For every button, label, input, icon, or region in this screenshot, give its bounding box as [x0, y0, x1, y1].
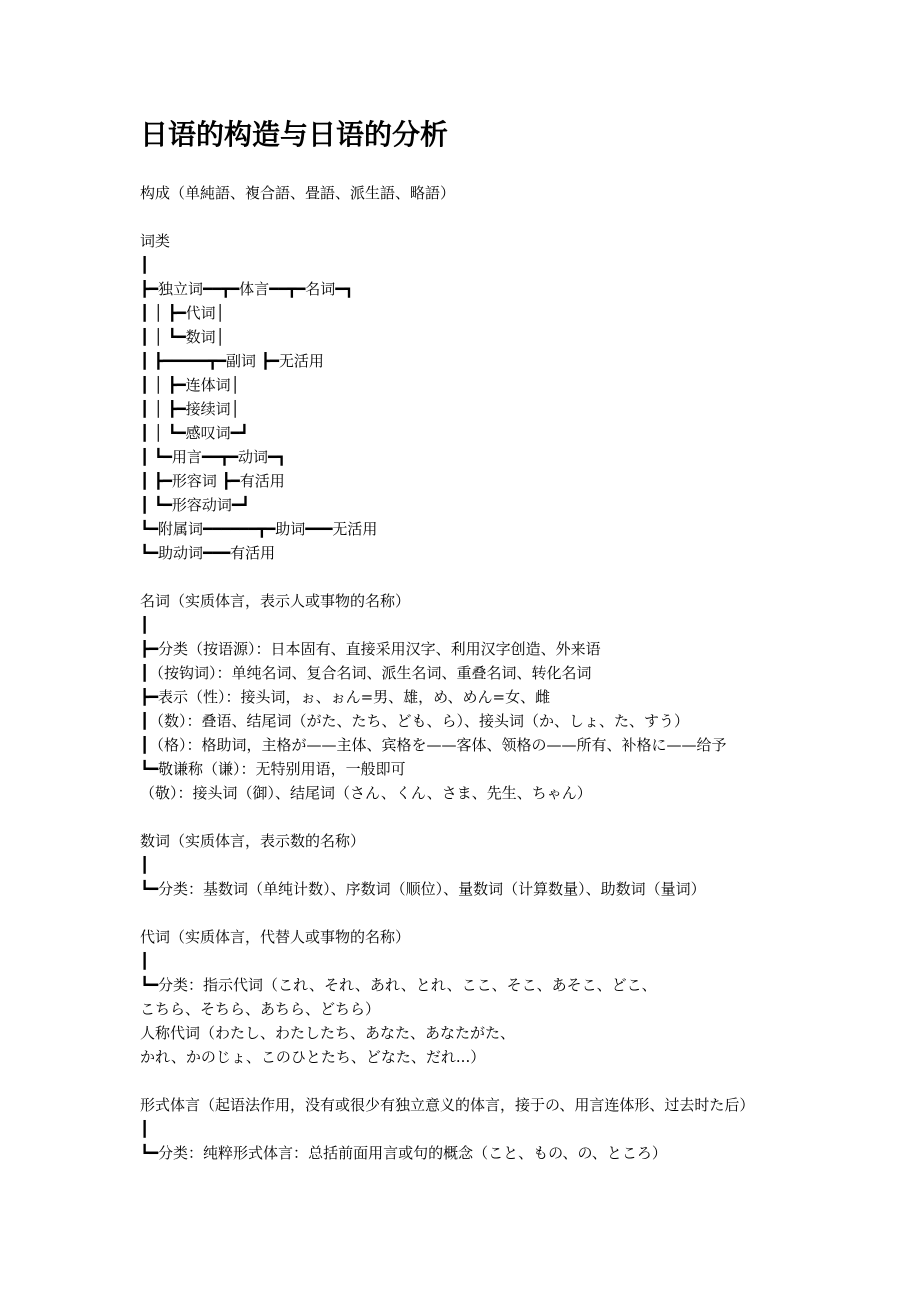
blank-line [140, 565, 840, 589]
blank-line [140, 205, 840, 229]
text-line: ┃ │ ┣━连体词│ [140, 376, 240, 394]
text-line: ┃ [140, 616, 150, 634]
text-line: ┃ │ ┣━接续词│ [140, 400, 240, 418]
text-line: 人称代词（わたし、わたしたち、あなた、あなたがた、 [140, 1024, 516, 1042]
text-line: 数词（实质体言，表示数的名称） [140, 832, 366, 850]
text-line: ┃ │ ┗━感叹词━┛ [140, 424, 249, 442]
text-line: ┗━分类：指示代词（これ、それ、あれ、とれ、ここ、そこ、あそこ、どこ、 [140, 976, 657, 994]
text-line: 构成（单純語、複合語、畳語、派生語、略語） [140, 184, 456, 202]
blank-line [140, 805, 840, 829]
text-line: ┗━附属词━━━━━━┳━助词━━━无活用 [140, 520, 378, 538]
text-line: ┃ ┣━━━━━┳━副词 ┣━无活用 [140, 352, 324, 370]
text-line: ┃ [140, 856, 150, 874]
text-line: ┃ [140, 952, 150, 970]
text-line: 名词（实质体言，表示人或事物的名称） [140, 592, 411, 610]
text-line: ┃（数）：叠语、结尾词（がた、たち、ども、ら）、接头词（か、しょ、た、すう） [140, 712, 690, 730]
text-line: かれ、かのじょ、このひとたち、どなた、だれ...） [140, 1048, 486, 1066]
text-line: ┣━独立词━━┳━体言━━┳━名词━┓ [140, 280, 354, 298]
text-line: ┃ [140, 256, 150, 274]
text-line: ┃ │ ┗━数词│ [140, 328, 225, 346]
text-line: ┃ ┗━用言━━┳━动词━┓ [140, 448, 287, 466]
text-line: こちら、そちら、あちら、どちら） [140, 1000, 381, 1018]
blank-line [140, 901, 840, 925]
text-line: ┗━分类：基数词（单纯计数）、序数词（顺位）、量数词（计算数量）、助数词（量词） [140, 880, 706, 898]
document-title: 日语的构造与日语的分析 [140, 118, 449, 151]
text-line: ┃（按钩词）：单纯名词、复合名词、派生名词、重叠名词、转化名词 [140, 664, 592, 682]
text-line: 代词（实质体言，代替人或事物的名称） [140, 928, 411, 946]
blank-line [140, 1069, 840, 1093]
text-line: ┗━分类：纯粹形式体言：总括前面用言或句的概念（こと、もの、の、ところ） [140, 1144, 667, 1162]
text-line: ┣━表示（性）：接头词，ぉ、ぉん=男、雄，め、めん=女、雌 [140, 688, 551, 706]
text-line: ┃（格）：格助词，主格が——主体、宾格を——客体、领格の——所有、补格に——给予 [140, 736, 727, 754]
text-line: ┃ ┗━形容动词━┛ [140, 496, 250, 514]
text-line: ┃ │ ┣━代词│ [140, 304, 225, 322]
text-line: ┃ [140, 1120, 150, 1138]
text-line: ┗━敬谦称（谦）：无特别用语，一般即可 [140, 760, 406, 778]
text-line: （敬）：接头词（御）、结尾词（さん、くん、さま、先生、ちゃん） [140, 784, 592, 802]
text-line: ┗━助动词━━━有活用 [140, 544, 276, 562]
text-line: ┣━分类（按语源）：日本固有、直接采用汉字、利用汉字创造、外来语 [140, 640, 601, 658]
text-line: 词类 [140, 232, 171, 250]
text-line: 形式体言（起语法作用，没有或很少有独立意义的体言，接于の、用言连体形、过去时た后） [140, 1096, 755, 1114]
document-body [140, 181, 840, 1165]
text-line: ┃ ┣━形容词 ┣━有活用 [140, 472, 285, 490]
